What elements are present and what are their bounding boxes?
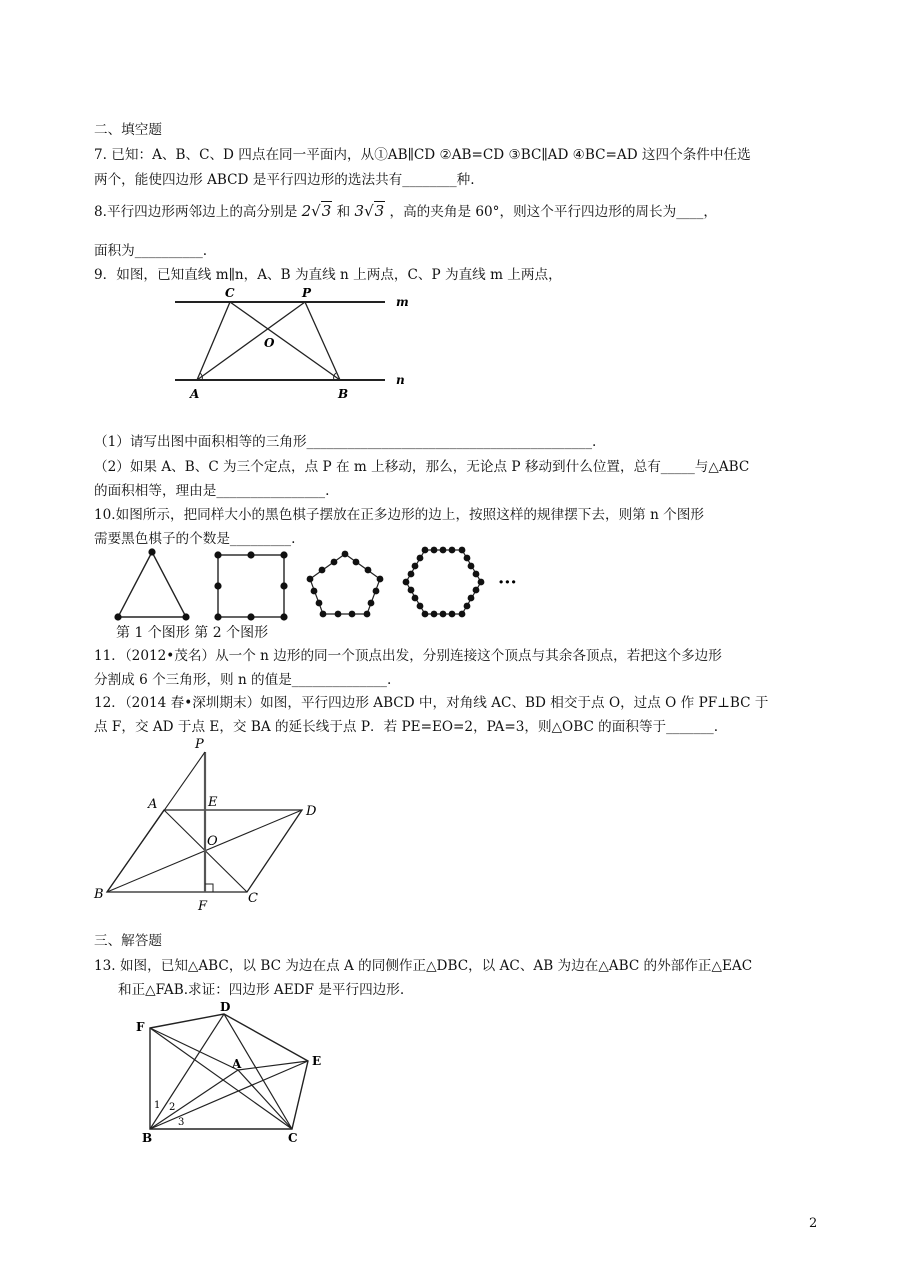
segment-DC — [224, 1014, 292, 1129]
q12-line2: 点 F，交 AD 于点 E，交 BA 的延长线于点 P．若 PE=EO=2，PA=3，则△OBC 的面积等于_______. — [94, 719, 719, 735]
segment-BD — [150, 1014, 224, 1129]
q9-figure — [170, 284, 415, 404]
label-F: F — [198, 899, 208, 914]
q13-figure — [130, 998, 330, 1148]
page-number: 2 — [809, 1216, 818, 1231]
section-heading-fill-blank: 二、填空题 — [94, 122, 162, 138]
label-F: F — [136, 1020, 145, 1034]
q8-mid: 和 — [336, 204, 351, 220]
hexagon-pieces — [403, 547, 485, 618]
label-P: P — [195, 737, 204, 752]
q10-figure — [100, 544, 540, 624]
q8-height2: 3√3 — [354, 202, 385, 220]
segment-FA — [150, 1028, 238, 1070]
q8-line2: 面积为__________. — [94, 243, 208, 259]
right-angle-F — [205, 884, 213, 892]
q9-line1: 9．如图，已知直线 m∥n，A、B 为直线 n 上两点，C、P 为直线 m 上两点， — [94, 267, 562, 283]
label-B: B — [338, 387, 349, 401]
label-E: E — [312, 1054, 322, 1068]
angle-3: 3 — [178, 1117, 185, 1128]
segment-FC — [150, 1028, 292, 1129]
q12-figure — [90, 734, 330, 914]
segment-AC — [238, 1070, 292, 1129]
q8-prefix: 8.平行四边形两邻边上的高分别是 — [94, 204, 298, 220]
label-P: P — [302, 286, 312, 300]
q13-line1: 13. 如图，已知△ABC，以 BC 为边在点 A 的同侧作正△DBC，以 AC、AB 为边在△ABC 的外部作正△EAC — [94, 958, 753, 974]
label-O: O — [264, 336, 275, 350]
segment-BE — [150, 1061, 308, 1129]
q9-sub1: （1）请写出图中面积相等的三角形__________________________________________. — [94, 434, 597, 450]
label-m: m — [396, 295, 409, 309]
label-D: D — [306, 804, 317, 819]
angle-2: 2 — [169, 1102, 176, 1113]
q8-line1 — [94, 202, 717, 221]
q8-height1: 2√3 — [301, 202, 332, 220]
label-O: O — [207, 834, 218, 849]
pentagon-pieces — [307, 551, 384, 618]
label-C: C — [248, 891, 258, 906]
chess-piece — [114, 613, 121, 620]
q7-line2: 两个，能使四边形 ABCD 是平行四边形的选法共有________种. — [94, 172, 475, 188]
label-D: D — [220, 1000, 231, 1014]
q10-caption: 第 1 个图形 第 2 个图形 — [116, 625, 269, 641]
q9-sub2-line1: （2）如果 A、B、C 为三个定点，点 P 在 m 上移动，那么，无论点 P 移动到什么位置，总有_____与△ABC — [94, 459, 750, 475]
q11-line2: 分割成 6 个三角形，则 n 的值是______________. — [94, 672, 392, 688]
label-B: B — [142, 1131, 153, 1145]
triangle-shape — [118, 552, 186, 617]
section-heading-solve: 三、解答题 — [94, 933, 162, 949]
label-A: A — [190, 387, 200, 401]
q8-suffix: ，高的夹角是 60°，则这个平行四边形的周长为____， — [389, 204, 717, 220]
q9-sub2-line2: 的面积相等，理由是________________. — [94, 483, 330, 499]
q12-line1: 12．（2014 春•深圳期末）如图，平行四边形 ABCD 中，对角线 AC、BD 相交于点 O，过点 O 作 PF⊥BC 于 — [94, 695, 769, 711]
label-A: A — [148, 797, 158, 812]
square-shape — [218, 555, 284, 617]
segment-CB — [230, 302, 340, 380]
square-pieces — [214, 551, 287, 620]
chess-piece — [182, 613, 189, 620]
chess-piece — [148, 548, 155, 555]
q10-line1: 10.如图所示，把同样大小的黑色棋子摆放在正多边形的边上，按照这样的规律摆下去，则第 n 个图形 — [94, 507, 704, 523]
q7-line1: 7. 已知：A、B、C、D 四点在同一平面内，从①AB∥CD ②AB=CD ③BC∥AD ④BC=AD 这四个条件中任选 — [94, 147, 751, 163]
label-B: B — [94, 887, 104, 902]
q11-line1: 11．（2012•茂名）从一个 n 边形的同一个顶点出发，分别连接这个顶点与其余各顶点，若把这个多边形 — [94, 648, 722, 664]
label-A: A — [232, 1057, 242, 1071]
label-C: C — [225, 286, 235, 300]
q13-line2: 和正△FAB.求证：四边形 AEDF 是平行四边形. — [118, 982, 405, 998]
segment-AB — [150, 1070, 238, 1129]
label-E: E — [208, 795, 218, 810]
q10-line2: 需要黑色棋子的个数是_________. — [94, 531, 296, 547]
label-n: n — [396, 373, 405, 387]
label-C: C — [288, 1131, 298, 1145]
angle-1: 1 — [154, 1100, 161, 1111]
q10-ellipsis: ··· — [498, 572, 517, 593]
